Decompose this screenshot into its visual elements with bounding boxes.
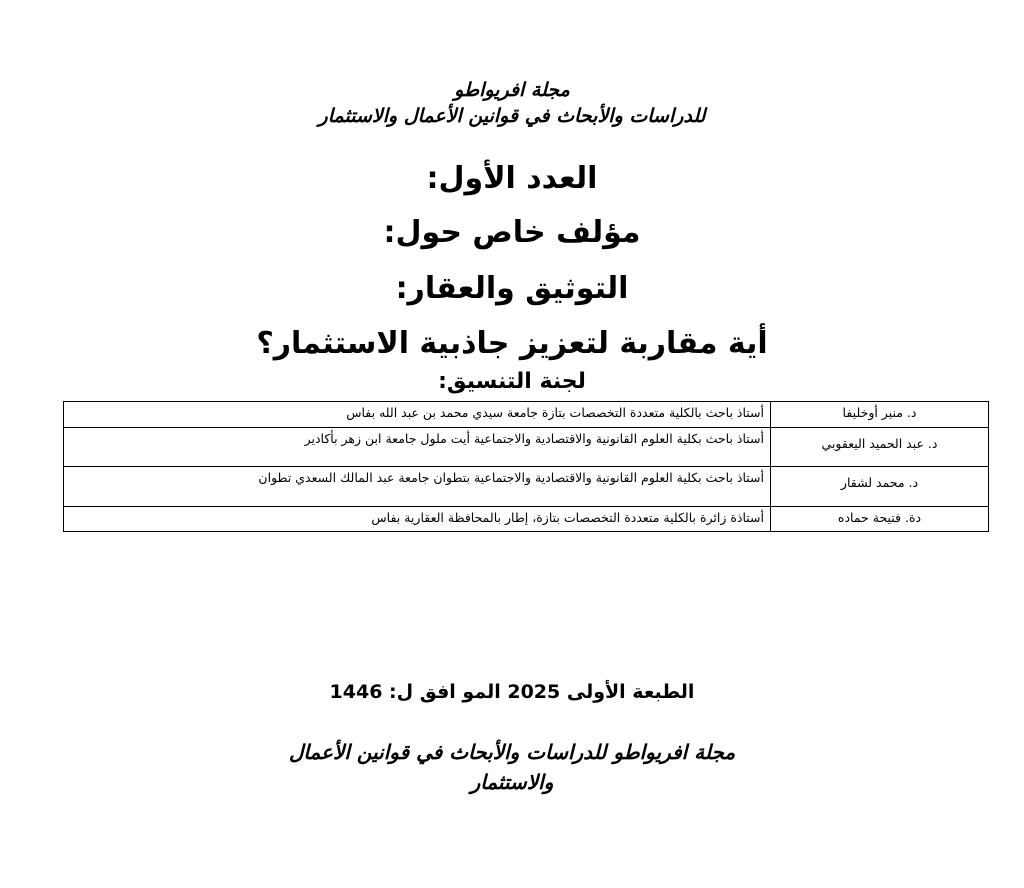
footer-journal-line-2: والاستثمار — [470, 770, 554, 794]
member-description — [64, 507, 771, 532]
issue-title: العدد الأول: — [426, 161, 598, 196]
member-description-text: أستاذ باحث بكلية العلوم القانونية والاقتصادية والاجتماعية أيت ملول جامعة ابن زهر بأكادير — [304, 431, 764, 446]
committee-table — [63, 401, 989, 532]
committee-heading: لجنة التنسيق: — [438, 369, 586, 394]
member-description — [64, 467, 771, 507]
table-row — [64, 507, 989, 532]
member-name: د. منير أوخليفا — [771, 402, 989, 428]
journal-name: مجلة افريواطو — [454, 79, 570, 101]
table-row — [64, 467, 989, 507]
table-row — [64, 402, 989, 428]
special-work-title: مؤلف خاص حول: — [383, 215, 641, 250]
member-name: د. محمد لشقار — [771, 467, 989, 507]
footer-journal-line-1: مجلة افريواطو للدراسات والأبحاث في قوانين الأعمال — [288, 740, 736, 764]
journal-subtitle: للدراسات والأبحاث في قوانين الأعمال والاستثمار — [318, 105, 706, 127]
member-description — [64, 402, 771, 428]
member-name: دة. فتيحة حماده — [771, 507, 989, 532]
question-title: أية مقاربة لتعزيز جاذبية الاستثمار؟ — [256, 326, 768, 361]
topic-title: التوثيق والعقار: — [395, 271, 629, 306]
member-name: د. عبد الحميد اليعقوبي — [771, 428, 989, 467]
table-row — [64, 428, 989, 467]
member-description-text: أستاذة زائرة بالكلية متعددة التخصصات بتازة، إطار بالمحافظة العقارية بفاس — [371, 510, 764, 525]
member-description-text: أستاذ باحث بالكلية متعددة التخصصات بتازة جامعة سيدي محمد بن عبد الله بفاس — [346, 405, 764, 420]
edition-line: الطبعة الأولى 2025 المو افق ل: 1446 — [329, 681, 695, 703]
member-description — [64, 428, 771, 467]
member-description-text: أستاذ باحث بكلية العلوم القانونية والاقتصادية والاجتماعية بتطوان جامعة عبد المالك السعدي تطوان — [258, 470, 764, 485]
